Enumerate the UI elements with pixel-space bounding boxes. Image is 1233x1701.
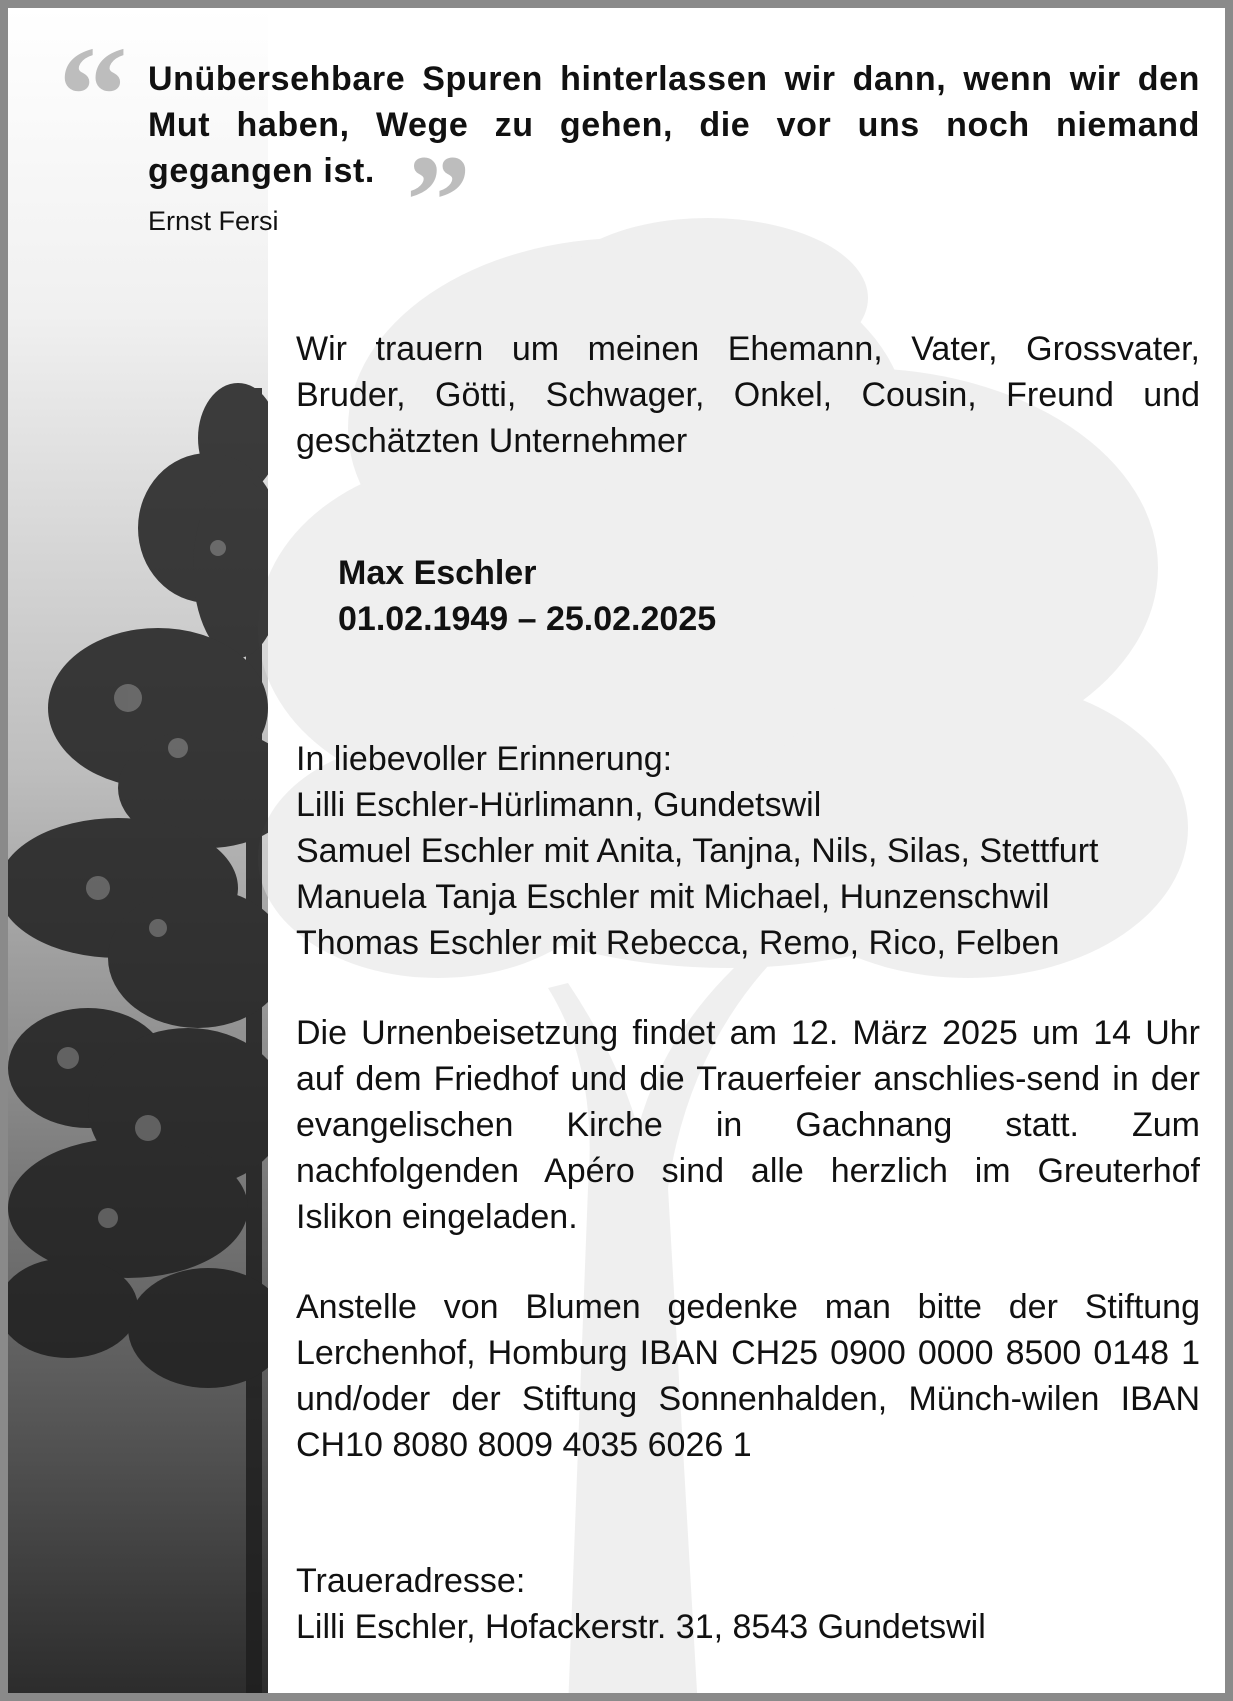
address-heading: Traueradresse: xyxy=(296,1562,526,1600)
mourning-address xyxy=(296,1558,986,1650)
memory-line: Manuela Tanja Eschler mit Michael, Hunzenschwil xyxy=(296,878,1050,916)
tree-silhouette xyxy=(8,383,298,1701)
quote-text: Unübersehbare Spuren hinterlassen wir dann, wenn wir den Mut haben, Wege zu gehen, die vor uns noch niemand gegangen ist. xyxy=(148,60,1200,190)
mourning-intro: Wir trauern um meinen Ehemann, Vater, Grossvater, Bruder, Götti, Schwager, Onkel, Cousin, Freund und geschätzten Unternehmer xyxy=(296,330,1200,460)
deceased-dates: 01.02.1949 – 25.02.2025 xyxy=(338,600,717,638)
burial-notice: Die Urnenbeisetzung findet am 12. März 2025 um 14 Uhr auf dem Friedhof und die Trauerfeier anschlies-send in der evangelischen Kirche in Gachnang statt. Zum nachfolgenden Apéro sind alle herzlich im Greuterhof Islikon eingeladen. xyxy=(296,1014,1200,1236)
donation-notice: Anstelle von Blumen gedenke man bitte der Stiftung Lerchenhof, Homburg IBAN CH25 0900 0000 8500 0148 1 und/oder der Stiftung Sonnenhalden, Münch-wilen IBAN CH10 8080 8009 4035 6026 1 xyxy=(296,1288,1200,1464)
address-line: Lilli Eschler, Hofackerstr. 31, 8543 Gundetswil xyxy=(296,1608,986,1646)
quote-author: Ernst Fersi xyxy=(148,206,279,236)
memory-line: Lilli Eschler-Hürlimann, Gundetswil xyxy=(296,786,822,824)
memory-line: Thomas Eschler mit Rebecca, Remo, Rico, Felben xyxy=(296,924,1060,962)
memory-line: Samuel Eschler mit Anita, Tanjna, Nils, Silas, Stettfurt xyxy=(296,832,1099,870)
memory-list xyxy=(296,736,1216,966)
deceased-name: Max Eschler xyxy=(338,554,537,592)
open-quote-icon: “ xyxy=(58,18,128,173)
close-quote-icon: ” xyxy=(406,129,471,273)
memory-heading: In liebevoller Erinnerung: xyxy=(296,740,673,778)
